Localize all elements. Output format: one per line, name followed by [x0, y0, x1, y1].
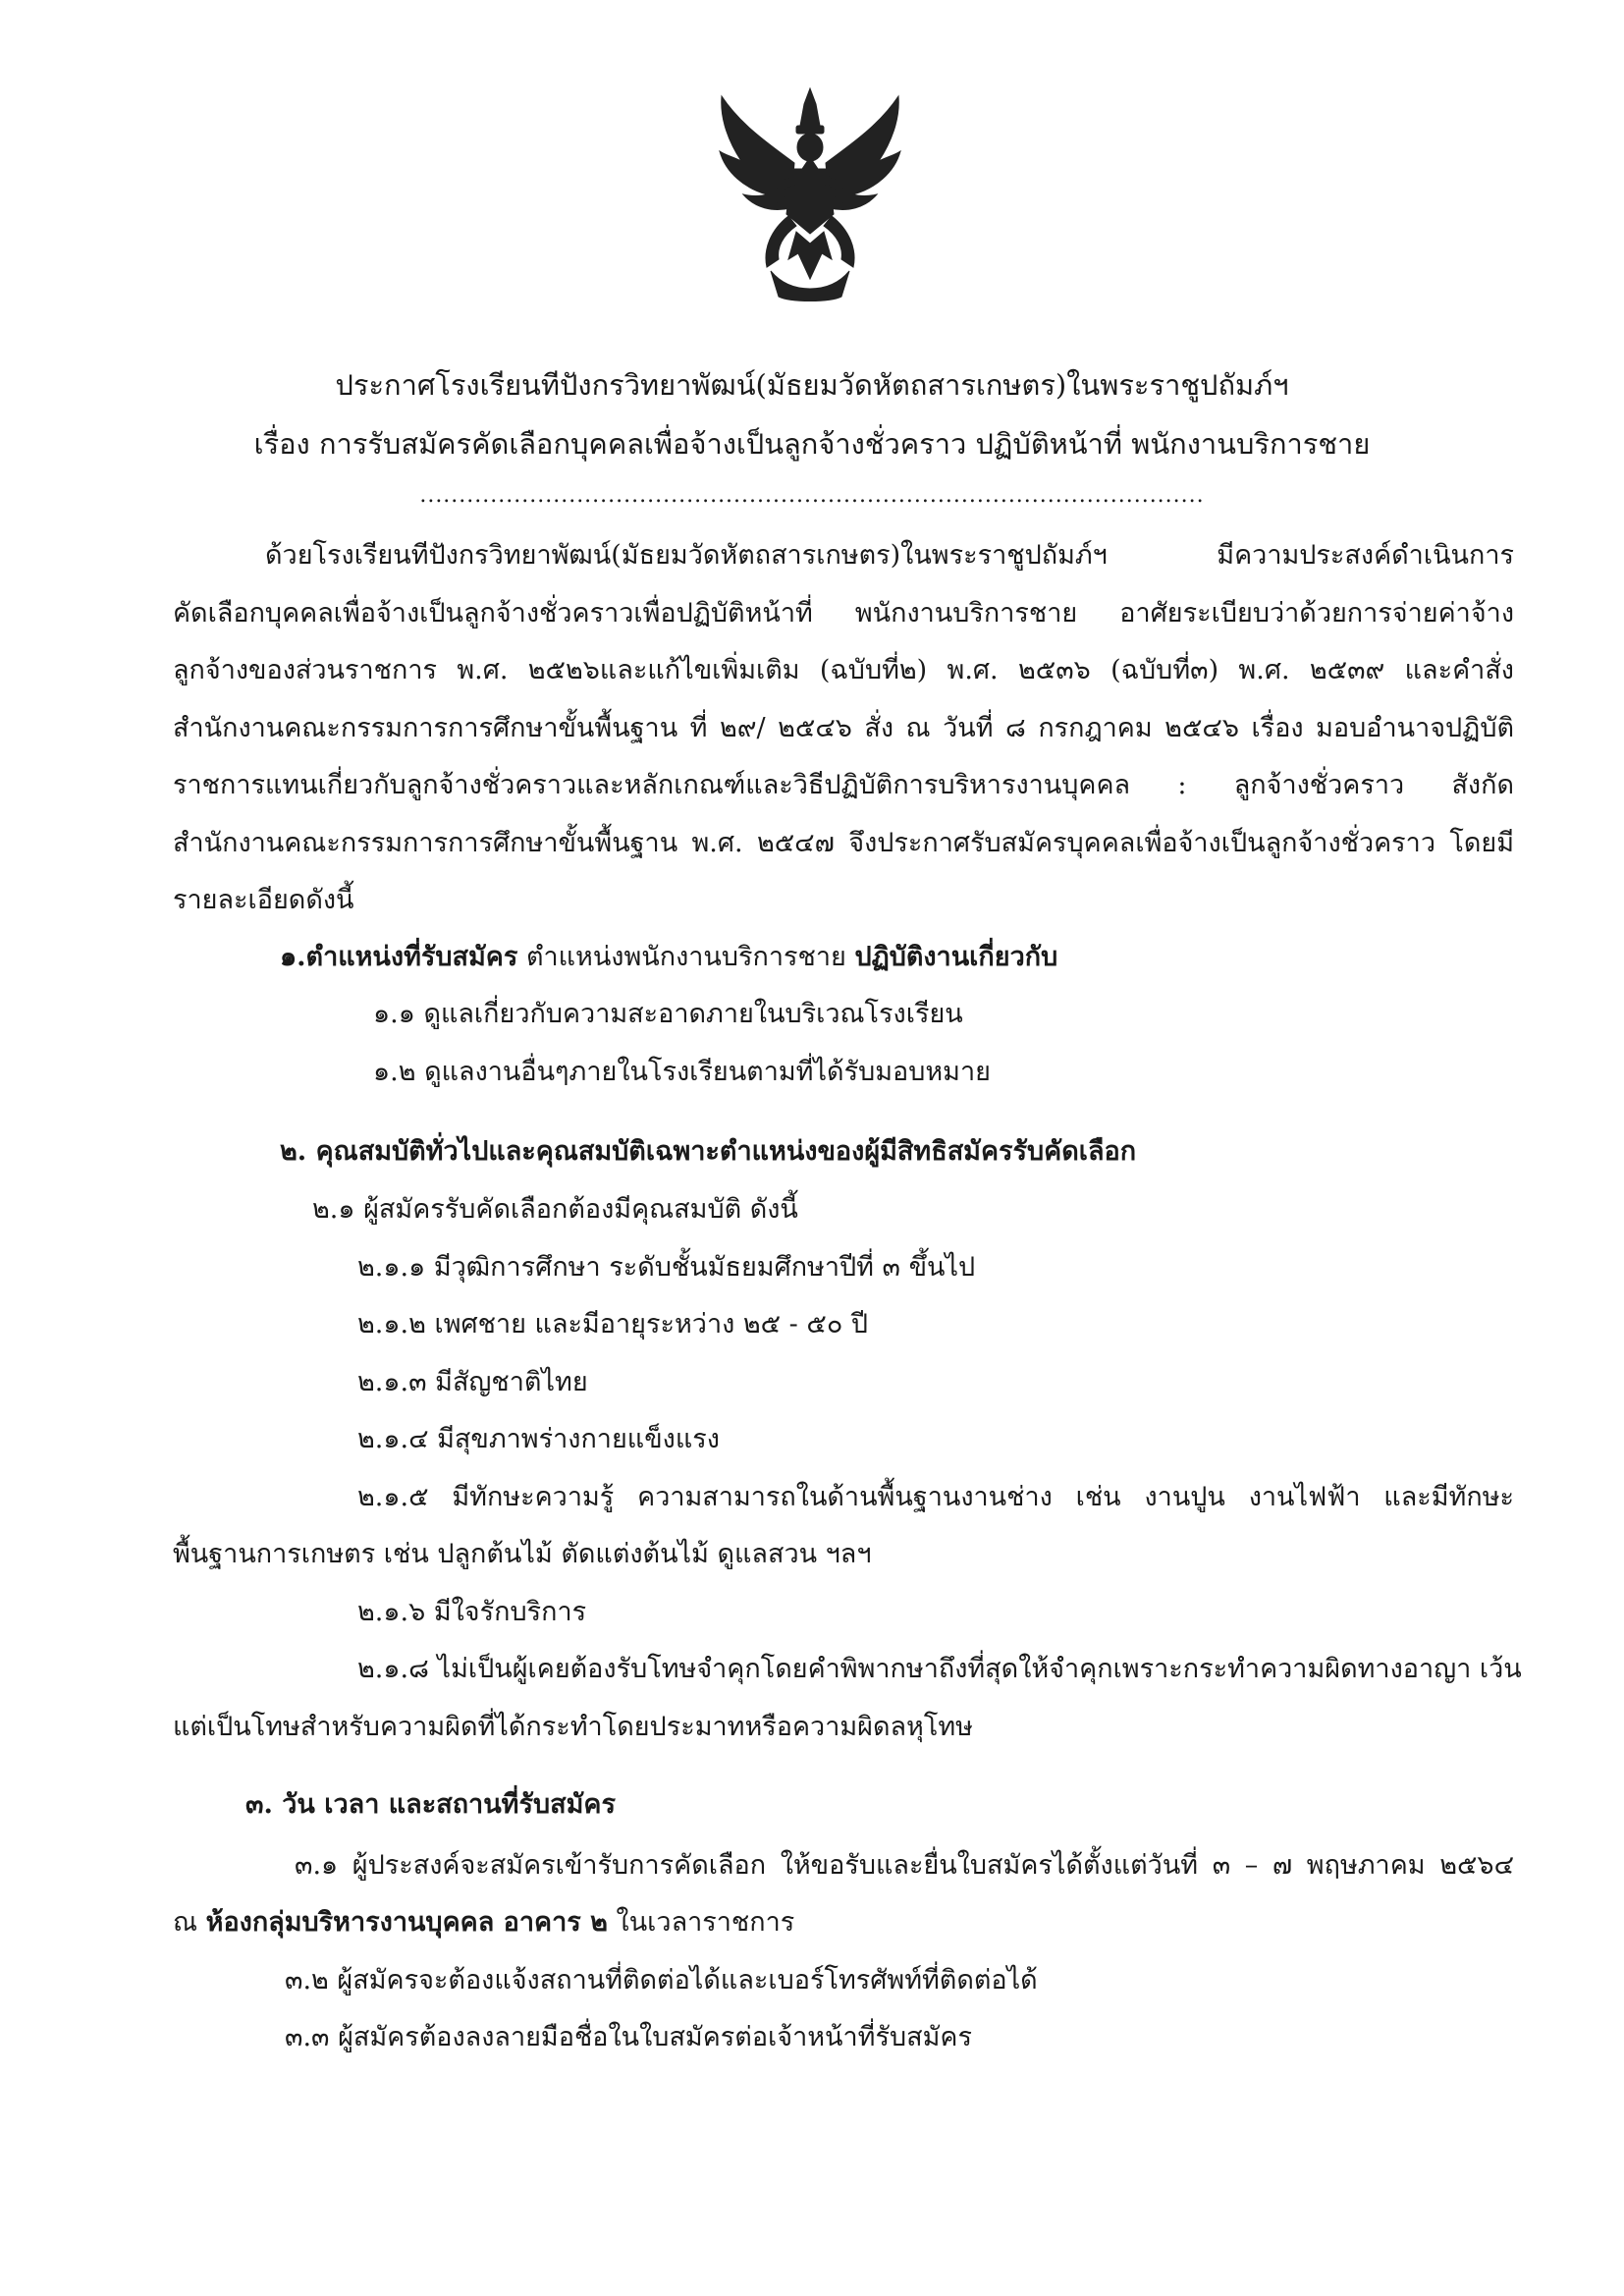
section1-duties-label: ปฏิบัติงานเกี่ยวกับ — [854, 942, 1058, 972]
section1-heading: ๑.ตำแหน่งที่รับสมัคร — [280, 942, 518, 972]
intro-line-6: สำนักงานคณะกรรมการการศึกษาขั้นพื้นฐาน พ.ศ. ๒๕๔๗ จึงประกาศรับสมัครบุคคลเพื่อจ้างเป็นลูกจ้างชั่วคราว โดยมี — [173, 828, 1514, 858]
intro-line-2: คัดเลือกบุคคลเพื่อจ้างเป็นลูกจ้างชั่วคราวเพื่อปฏิบัติหน้าที่ พนักงานบริการชาย อาศัยระเบียบว่าด้วยการจ่ายค่าจ้าง — [173, 598, 1514, 629]
separator-line: .................................................................................................... — [419, 483, 1205, 508]
qualification-8: ๒.๑.๘ ไม่เป็นผู้เคยต้องรับโทษจำคุกโดยคำพิพากษาถึงที่สุดให้จำคุกเพราะกระทำความผิดทางอาญา เว้น — [357, 1654, 1522, 1684]
section3-place: ห้องกลุ่มบริหารงานบุคคล อาคาร ๒ — [205, 1907, 608, 1938]
qualification-2: ๒.๑.๒ เพศชาย และมีอายุระหว่าง ๒๕ - ๕๐ ปี — [357, 1309, 869, 1339]
qualification-5: ๒.๑.๕ มีทักษะความรู้ ความสามารถในด้านพื้นฐานงานช่าง เช่น งานปูน งานไฟฟ้า และมีทักษะ — [357, 1482, 1514, 1512]
section1-item-2: ๑.๒ ดูแลงานอื่นๆภายในโรงเรียนตามที่ได้รับมอบหมาย — [373, 1057, 991, 1087]
section3-heading: ๓. วัน เวลา และสถานที่รับสมัคร — [245, 1789, 616, 1820]
section3-time: ในเวลาราชการ — [607, 1907, 795, 1938]
qualification-6: ๒.๑.๖ มีใจรักบริการ — [357, 1597, 587, 1627]
qualification-1: ๒.๑.๑ มีวุฒิการศึกษา ระดับชั้นมัธยมศึกษาปีที่ ๓ ขึ้นไป — [357, 1252, 976, 1283]
intro-line-1: ด้วยโรงเรียนทีปังกรวิทยาพัฒน์(มัธยมวัดหัตถสารเกษตร)ในพระราชูปถัมภ์ฯ มีความประสงค์ดำเนินการ — [265, 540, 1514, 571]
section2-heading: ๒. คุณสมบัติทั่วไปและคุณสมบัติเฉพาะตำแหน่งของผู้มีสิทธิสมัครรับคัดเลือก — [280, 1136, 1137, 1167]
section1-heading-line — [280, 938, 1057, 977]
document-subject: เรื่อง การรับสมัครคัดเลือกบุคคลเพื่อจ้างเป็นลูกจ้างชั่วคราว ปฏิบัติหน้าที่ พนักงานบริการชาย — [253, 427, 1371, 461]
intro-line-3: ลูกจ้างของส่วนราชการ พ.ศ. ๒๕๒๖และแก้ไขเพิ่มเติม (ฉบับที่๒) พ.ศ. ๒๕๓๖ (ฉบับที่๓) พ.ศ. ๒๕๓๙ และคำสั่ง — [173, 655, 1514, 685]
section3-item-1: ๓.๑ ผู้ประสงค์จะสมัครเข้ารับการคัดเลือก ให้ขอรับและยื่นใบสมัครได้ตั้งแต่วันที่ ๓ – ๗ พฤษภาคม ๒๕๖๔ — [295, 1850, 1514, 1881]
section1-item-1: ๑.๑ ดูแลเกี่ยวกับความสะอาดภายในบริเวณโรงเรียน — [373, 999, 963, 1029]
section2-sub: ๒.๑ ผู้สมัครรับคัดเลือกต้องมีคุณสมบัติ ดังนี้ — [312, 1194, 798, 1225]
qualification-8-cont: แต่เป็นโทษสำหรับความผิดที่ได้กระทำโดยประมาทหรือความผิดลหุโทษ — [173, 1712, 973, 1742]
document-title: ประกาศโรงเรียนทีปังกรวิทยาพัฒน์(มัธยมวัดหัตถสารเกษตร)ในพระราชูปถัมภ์ฯ — [335, 368, 1289, 402]
section3-item-1-cont — [173, 1903, 794, 1942]
qualification-5-cont: พื้นฐานการเกษตร เช่น ปลูกต้นไม้ ตัดแต่งต้นไม้ ดูแลสวน ฯลฯ — [173, 1539, 872, 1569]
section3-item-3: ๓.๓ ผู้สมัครต้องลงลายมือชื่อในใบสมัครต่อเจ้าหน้าที่รับสมัคร — [285, 2022, 972, 2052]
garuda-emblem-icon — [712, 86, 908, 304]
section3-place-prefix: ณ — [173, 1907, 206, 1938]
intro-line-4: สำนักงานคณะกรรมการการศึกษาขั้นพื้นฐาน ที่ ๒๙/ ๒๕๔๖ สั่ง ณ วันที่ ๘ กรกฎาคม ๒๕๔๖ เรื่อง มอบอำนาจปฏิบัติ — [173, 713, 1514, 743]
qualification-4: ๒.๑.๔ มีสุขภาพร่างกายแข็งแรง — [357, 1424, 720, 1454]
intro-line-5: ราชการแทนเกี่ยวกับลูกจ้างชั่วคราวและหลักเกณฑ์และวิธีปฏิบัติการบริหารงานบุคคล : ลูกจ้างชั่วคราว สังกัด — [173, 770, 1514, 800]
section3-item-2: ๓.๒ ผู้สมัครจะต้องแจ้งสถานที่ติดต่อได้และเบอร์โทรศัพท์ที่ติดต่อได้ — [285, 1965, 1038, 1995]
section1-position: ตำแหน่งพนักงานบริการชาย — [517, 942, 855, 972]
qualification-3: ๒.๑.๓ มีสัญชาติไทย — [357, 1367, 588, 1397]
intro-line-7: รายละเอียดดังนี้ — [173, 885, 354, 915]
